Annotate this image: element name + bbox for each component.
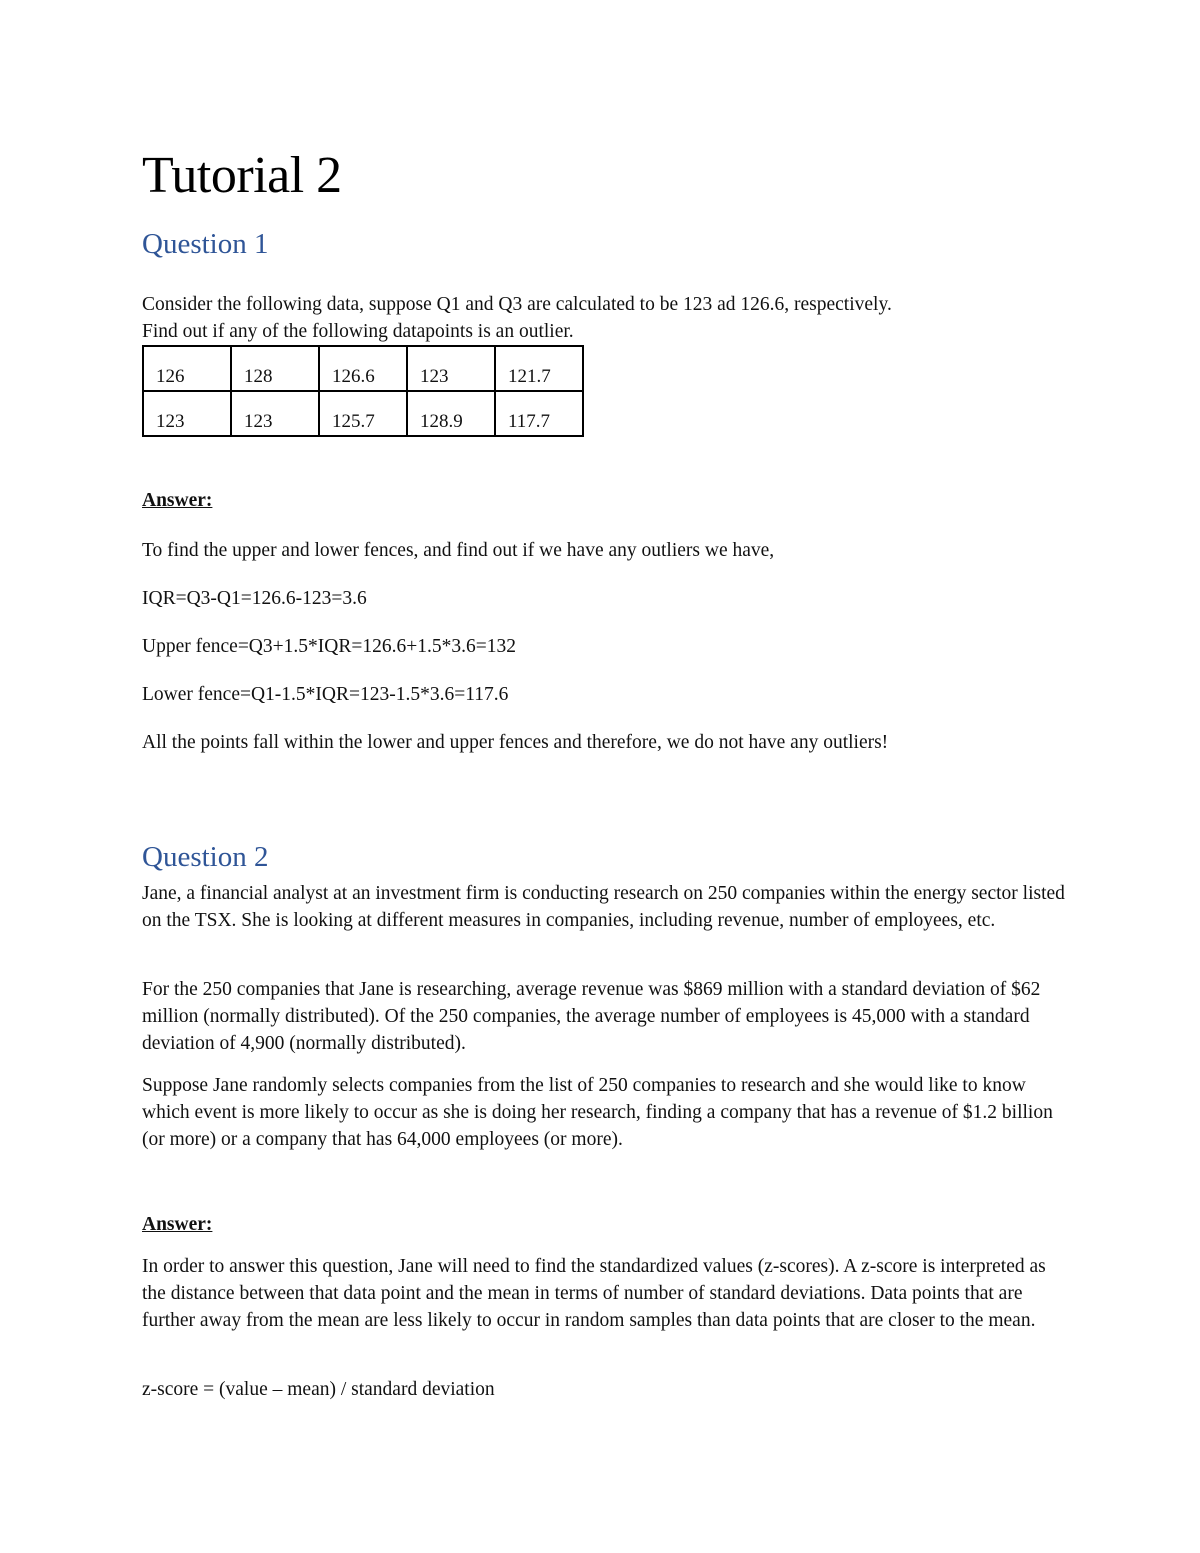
- table-cell: 126: [143, 346, 231, 391]
- question-2-answer-paragraph: In order to answer this question, Jane will need to find the standardized values (z-scores). A z-score is interpreted as the distance between that data point and the mean in terms of number of standard deviations. Data points that are further away from the mean are less likely to occur in random samples than data points that are closer to the mean.: [142, 1256, 1046, 1331]
- table-row: [143, 346, 583, 391]
- question-2-paragraph-1: Jane, a financial analyst at an investment firm is conducting research on 250 companies within the energy sector listed on the TSX. She is looking at different measures in companies, including revenue, number of employees, etc.: [142, 883, 1065, 931]
- table-cell: 128.9: [407, 391, 495, 436]
- upper-fence-calculation: Upper fence=Q3+1.5*IQR=126.6+1.5*3.6=132: [142, 636, 516, 657]
- iqr-calculation: IQR=Q3-Q1=126.6-123=3.6: [142, 588, 367, 609]
- lower-fence-calculation: Lower fence=Q1-1.5*IQR=123-1.5*3.6=117.6: [142, 684, 509, 705]
- table-cell: 128: [231, 346, 319, 391]
- table-row: [143, 391, 583, 436]
- question-2-answer-label: Answer:: [142, 1214, 213, 1235]
- table-cell: 125.7: [319, 391, 407, 436]
- table-cell: 117.7: [495, 391, 583, 436]
- document-title: Tutorial 2: [142, 147, 342, 204]
- question-2-heading: Question 2: [142, 841, 269, 873]
- table-cell: 126.6: [319, 346, 407, 391]
- question-1-answer-label: Answer:: [142, 490, 213, 511]
- question-2-paragraph-3: Suppose Jane randomly selects companies from the list of 250 companies to research and she would like to know which event is more likely to occur as she is doing her research, finding a company that has a revenue of $1.2 billion (or more) or a company that has 64,000 employees (or more).: [142, 1075, 1053, 1150]
- table-cell: 121.7: [495, 346, 583, 391]
- table-cell: 123: [231, 391, 319, 436]
- z-score-formula: z-score = (value – mean) / standard deviation: [142, 1379, 495, 1400]
- question-2-paragraph-2: For the 250 companies that Jane is researching, average revenue was $869 million with a standard deviation of $62 million (normally distributed). Of the 250 companies, the average number of employees is 45,000 with a standard deviation of 4,900 (normally distributed).: [142, 979, 1041, 1054]
- table-cell: 123: [143, 391, 231, 436]
- table-cell: 123: [407, 346, 495, 391]
- question-1-prompt-line-1: Consider the following data, suppose Q1 and Q3 are calculated to be 123 ad 126.6, respectively.: [142, 294, 892, 315]
- question-1-heading: Question 1: [142, 228, 269, 260]
- question-1-answer-intro: To find the upper and lower fences, and find out if we have any outliers we have,: [142, 540, 775, 561]
- question-1-conclusion: All the points fall within the lower and upper fences and therefore, we do not have any outliers!: [142, 732, 889, 753]
- data-table: [142, 345, 584, 437]
- question-1-prompt-line-2: Find out if any of the following datapoints is an outlier.: [142, 321, 574, 342]
